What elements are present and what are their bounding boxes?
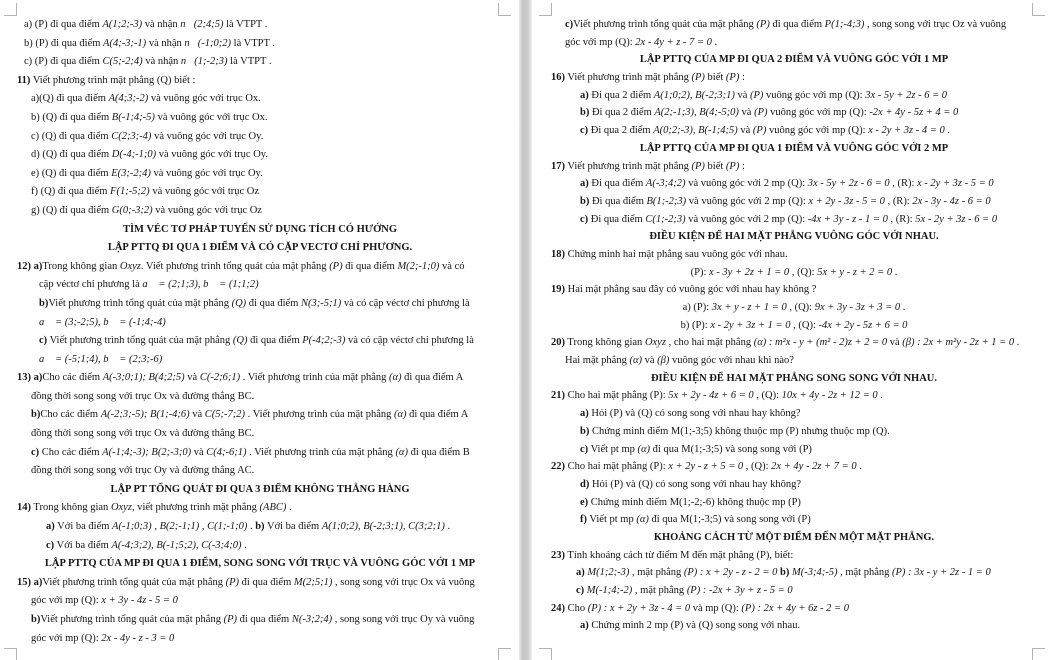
item-number: 17) bbox=[551, 160, 565, 172]
item-number: 20) bbox=[551, 337, 565, 349]
margin-cropmark-icon bbox=[498, 3, 511, 16]
doc-line: 13) a)Cho các điểm A(-3;0;1); B(4;2;5) và C(-2;6;1) . Viết phương trình của mặt phẳng (α) đi qua điểm A bbox=[17, 372, 464, 384]
item-number: c) bbox=[31, 446, 40, 458]
doc-line: 18) Chứng minh hai mặt phẳng sau vuông góc với nhau. bbox=[551, 248, 788, 260]
item-number: c) bbox=[580, 443, 589, 455]
doc-line: e) Chứng minh điểm M(1;-2;-6) không thuộc mp (P) bbox=[580, 496, 801, 508]
item-number: a) bbox=[580, 408, 589, 420]
section-heading: LẬP PTTQ CỦA MP ĐI QUA 1 ĐIỂM VÀ VUÔNG GÓC VỚI 2 MP bbox=[639, 142, 949, 154]
doc-line: Hai mặt phẳng (α) và (β) vuông góc với nhau khi nào? bbox=[565, 355, 794, 367]
item-number: 15) a) bbox=[17, 576, 43, 588]
doc-line: 21) Cho hai mặt phẳng (P): 5x + 2y - 4z + 6 = 0 , (Q): 10x + 4y - 2z + 12 = 0 . bbox=[551, 390, 883, 402]
doc-line: (P): x - 3y + 2z + 1 = 0 , (Q): 5x + y - z + 2 = 0 . bbox=[690, 266, 898, 278]
doc-line: b)Viết phương trình tổng quát của mặt phẳng (Q) đi qua điểm N(3;-5;1) và có cặp véctơ chỉ phương là bbox=[39, 297, 470, 309]
section-heading: ĐIỀU KIỆN ĐỂ HAI MẶT PHẲNG SONG SONG VỚI NHAU. bbox=[650, 372, 938, 384]
doc-line: f) Viết pt mp (α) đi qua M(1;-3;5) và song song với (P) bbox=[580, 514, 811, 526]
margin-cropmark-icon bbox=[539, 648, 552, 660]
doc-line: c) Đi qua 2 điểm A(0;2;-3), B(-1;4;5) và (P) vuông góc với mp (Q): x - 2y + 3z - 4 = 0 . bbox=[580, 125, 950, 137]
doc-line: 14) Trong không gian Oxyz, viết phương trình mặt phẳng (ABC) . bbox=[17, 502, 292, 514]
doc-line: 15) a)Viết phương trình tổng quát của mặt phẳng (P) đi qua điểm M(2;5;1) , song song với trục Ox và vuông bbox=[17, 576, 475, 588]
item-number: f) bbox=[580, 514, 587, 526]
doc-line: c) M(-1;4;-2) , mặt phẳng (P) : -2x + 3y + z - 5 = 0 bbox=[576, 585, 793, 596]
item-number: a) bbox=[576, 567, 585, 579]
doc-line: a) M(1;2;-3) , mặt phẳng (P) : x + 2y - z - 2 = 0 b) M(-3;4;-5) , mặt phẳng (P) : 3x - y + 2z - 1 = 0 bbox=[576, 567, 991, 579]
doc-line: b)Viết phương trình tổng quát của mặt phẳng (P) đi qua điểm N(-3;2;4) , song song với trục Oy và vuông bbox=[31, 614, 475, 625]
doc-line: b) (P) đi qua điểm A(4;-3;-1) và nhận n⃗(-1;0;2) là VTPT . bbox=[24, 37, 275, 49]
item-number: a) bbox=[580, 178, 589, 190]
margin-cropmark-icon bbox=[1032, 648, 1045, 660]
doc-line: a) Với ba điểm A(-1;0;3) , B(2;-1;1) , C(1;-1;0) . b) Với ba điểm A(1;0;2), B(-2;3;1), C(3;2;1) . bbox=[46, 521, 451, 533]
doc-line: a⃗ = (3;-2;5), b⃗ = (-1;4;-4) bbox=[39, 316, 166, 328]
doc-line: 19) Hai mặt phẳng sau đây có vuông góc với nhau hay không ? bbox=[551, 284, 817, 296]
item-number: 21) bbox=[551, 390, 565, 402]
section-heading: ĐIỀU KIỆN ĐỂ HAI MẶT PHẲNG VUÔNG GÓC VỚI NHAU. bbox=[649, 231, 939, 243]
doc-line: 11) Viết phương trình mặt phẳng (Q) biết : bbox=[17, 74, 196, 86]
section-heading: LẬP PTTQ CỦA MP ĐI QUA 1 ĐIỂM, SONG SONG VỚI TRỤC VÀ VUÔNG GÓC VỚI 1 MP bbox=[44, 558, 476, 570]
doc-line: c) Đi qua điểm C(1;-2;3) và vuông góc với 2 mp (Q): -4x + 3y - z - 1 = 0 , (R): 5x - 2y + 3z - 6 = 0 bbox=[580, 213, 998, 225]
doc-line: góc với mp (Q): 2x - 4y - z - 3 = 0 bbox=[31, 632, 175, 644]
doc-line: 17) Viết phương trình mặt phẳng (P) biết (P) : bbox=[551, 160, 745, 172]
item-number: b) bbox=[31, 409, 41, 421]
item-number: c) bbox=[576, 585, 585, 596]
doc-line: b)Cho các điểm A(-2;3;-5); B(1;-4;6) và C(5;-7;2) . Viết phương trình của mặt phẳng (α) đi qua điểm A bbox=[31, 409, 469, 421]
item-number: 13) a) bbox=[17, 372, 43, 384]
doc-line: f) (Q) đi qua điểm F(1;-5;2) và vuông góc với trục Oz bbox=[31, 186, 260, 198]
doc-line: cặp véctơ chỉ phương là a⃗ = (2;1;3), b⃗ = (1;1;2) bbox=[39, 279, 259, 291]
doc-line: c) Với ba điểm A(-4;3;2), B(-1;5;2), C(-3;4;0) . bbox=[46, 539, 247, 551]
section-heading: LẬP PTTQ ĐI QUA 1 ĐIỂM VÀ CÓ CẶP VECTƠ CHỈ PHƯƠNG. bbox=[107, 242, 413, 254]
item-number: b) bbox=[580, 425, 590, 437]
item-number: c) bbox=[39, 335, 48, 347]
doc-line: a) Chứng minh 2 mp (P) và (Q) song song với nhau. bbox=[580, 620, 801, 632]
doc-line: 16) Viết phương trình mặt phẳng (P) biết (P) : bbox=[551, 72, 745, 84]
page-left bbox=[0, 0, 519, 660]
item-number: d) bbox=[580, 478, 590, 490]
doc-line: đồng thời song song với trục Ox và đường thẳng BC. bbox=[31, 428, 255, 440]
doc-line: a) Hỏi (P) và (Q) có song song với nhau hay không? bbox=[580, 408, 801, 420]
item-number: 12) a) bbox=[17, 260, 43, 272]
doc-line: a⃗ = (-5;1;4), b⃗ = (2;3;-6) bbox=[39, 353, 163, 365]
doc-line: 24) Cho (P) : x + 2y + 3z - 4 = 0 và mp (Q): (P) : 2x + 4y + 6z - 2 = 0 bbox=[551, 602, 849, 614]
page-right-text bbox=[551, 16, 1037, 635]
doc-line: c) Cho các điểm A(-1;4;-3); B(2;-3;0) và C(4;-6;1) . Viết phương trình của mặt phẳng (α) đi qua điểm B bbox=[31, 446, 470, 458]
doc-line: c)Viết phương trình tổng quát của mặt phẳng (P) đi qua điểm P(1;-4;3) , song song với trục Oz và vuông bbox=[565, 19, 1007, 30]
page-right bbox=[532, 0, 1051, 660]
section-heading: TÌM VÉC TƠ PHÁP TUYẾN SỬ DỤNG TÍCH CÓ HƯỚNG bbox=[122, 223, 398, 235]
item-number: a) bbox=[580, 89, 589, 101]
margin-cropmark-icon bbox=[539, 3, 552, 16]
doc-line: b) (Q) đi qua điểm B(-1;4;-5) và vuông góc với trục Ox. bbox=[31, 111, 268, 123]
doc-line: c) (P) đi qua điểm C(5;-2;4) và nhận n⃗(1;-2;3) là VTPT . bbox=[24, 56, 272, 68]
item-number: b) bbox=[580, 195, 590, 207]
item-number: 16) bbox=[551, 72, 565, 84]
doc-line: e) (Q) đi qua điểm E(3;-2;4) và vuông góc với trục Oy. bbox=[31, 167, 263, 179]
doc-line: 12) a)Trong không gian Oxyz. Viết phương trình tổng quát của mặt phẳng (P) đi qua điểm M(2;-1;0) và có bbox=[17, 260, 465, 272]
margin-cropmark-icon bbox=[4, 648, 17, 660]
item-number: 23) bbox=[551, 549, 565, 561]
item-number: 14) bbox=[17, 502, 31, 514]
doc-line: c) (Q) đi qua điểm C(2;3;-4) và vuông góc với trục Oy. bbox=[31, 130, 264, 142]
doc-line: 22) Cho hai mặt phẳng (P): x + 2y - z + 5 = 0 , (Q): 2x + 4y - 2z + 7 = 0 . bbox=[551, 461, 862, 473]
doc-line: c) Viết pt mp (α) đi qua M(1;-3;5) và song song với (P) bbox=[580, 443, 812, 455]
item-number: b) bbox=[31, 614, 41, 625]
doc-line: a) (P) đi qua điểm A(1;2;-3) và nhận n⃗(2;4;5) là VTPT . bbox=[24, 19, 268, 30]
item-number: b) bbox=[39, 297, 49, 309]
doc-line: góc với mp (Q): 2x - 4y + z - 7 = 0 . bbox=[565, 36, 718, 48]
item-number: a) bbox=[580, 620, 589, 632]
doc-line: d) (Q) đi qua điểm D(-4;-1;0) và vuông góc với trục Oy. bbox=[31, 149, 268, 161]
item-number: b) bbox=[580, 107, 590, 119]
page-gutter bbox=[519, 0, 532, 660]
item-number: 19) bbox=[551, 284, 565, 296]
page-left-text bbox=[17, 16, 503, 648]
section-heading: LẬP PT TỔNG QUÁT ĐI QUA 3 ĐIỂM KHÔNG THẲNG HÀNG bbox=[110, 483, 410, 495]
doc-line: đồng thời song song với trục Oy và đường thẳng AC. bbox=[31, 465, 255, 477]
doc-line: b) Đi qua 2 điểm A(2;-1;3), B(4;-5;0) và (P) vuông góc với mp (Q): -2x + 4y - 5z + 4 = 0 bbox=[580, 107, 959, 119]
doc-line: b) Chứng minh điểm M(1;-3;5) không thuộc mp (P) nhưng thuộc mp (Q). bbox=[580, 425, 890, 437]
doc-line: b) Đi qua điểm B(1;-2;3) và vuông góc với 2 mp (Q): x + 2y - 3z - 5 = 0 , (R): 2x - 3y - 4z - 6 = 0 bbox=[580, 195, 991, 207]
item-number: 24) bbox=[551, 602, 565, 614]
doc-line: 20) Trong không gian Oxyz , cho hai mặt phẳng (α) : m²x - y + (m² - 2)z + 2 = 0 và (β) : 2x + m²y - 2z + 1 = 0 . bbox=[551, 337, 1020, 349]
item-number: 11) bbox=[17, 74, 31, 86]
doc-line: a) (P): 3x + y - z + 1 = 0 , (Q): 9x + 3y - 3z + 3 = 0 . bbox=[682, 302, 906, 313]
margin-cropmark-icon bbox=[4, 3, 17, 16]
margin-cropmark-icon bbox=[498, 648, 511, 660]
section-heading: KHOẢNG CÁCH TỪ MỘT ĐIỂM ĐẾN MỘT MẶT PHẲNG. bbox=[653, 531, 935, 543]
doc-line: đồng thời song song với trục Ox và đường thẳng BC. bbox=[31, 390, 255, 402]
item-number: c) bbox=[580, 213, 589, 225]
doc-line: góc với mp (Q): x + 3y - 4z - 5 = 0 bbox=[31, 595, 178, 607]
item-number: 18) bbox=[551, 248, 565, 260]
doc-line: a) Đi qua 2 điểm A(1;0;2), B(-2;3;1) và (P) vuông góc với mp (Q): 3x - 5y + 2z - 6 = 0 bbox=[580, 89, 948, 101]
item-number: e) bbox=[580, 496, 589, 508]
doc-line: a) Đi qua điểm A(-3;4;2) và vuông góc với 2 mp (Q): 3x - 5y + 2z - 6 = 0 , (R): x - 2y + 3z - 5 = 0 bbox=[580, 178, 994, 190]
section-heading: LẬP PTTQ CỦA MP ĐI QUA 2 ĐIỂM VÀ VUÔNG GÓC VỚI 1 MP bbox=[639, 54, 949, 66]
doc-line: a)(Q) đi qua điểm A(4;3;-2) và vuông góc với trục Ox. bbox=[31, 93, 261, 105]
item-number: 22) bbox=[551, 461, 565, 473]
item-number: c) bbox=[565, 19, 574, 30]
doc-line: c) Viết phương trình tổng quát của mặt phẳng (Q) đi qua điểm P(-4;2;-3) và có cặp véctơ chỉ phương là bbox=[39, 335, 474, 347]
margin-cropmark-icon bbox=[1032, 3, 1045, 16]
doc-line: b) (P): x - 2y + 3z + 1 = 0 , (Q): -4x + 2y - 5z + 6 = 0 bbox=[680, 319, 908, 331]
doc-line: 23) Tính khoảng cách từ điểm M đến mặt phẳng (P), biết: bbox=[551, 549, 794, 561]
item-number: c) bbox=[46, 539, 55, 551]
item-number: a) bbox=[46, 521, 55, 533]
doc-line: d) Hỏi (P) và (Q) có song song với nhau hay không? bbox=[580, 478, 802, 490]
doc-line: g) (Q) đi qua điểm G(0;-3;2) và vuông góc với trục Oz bbox=[31, 204, 262, 216]
item-number: c) bbox=[580, 125, 589, 137]
